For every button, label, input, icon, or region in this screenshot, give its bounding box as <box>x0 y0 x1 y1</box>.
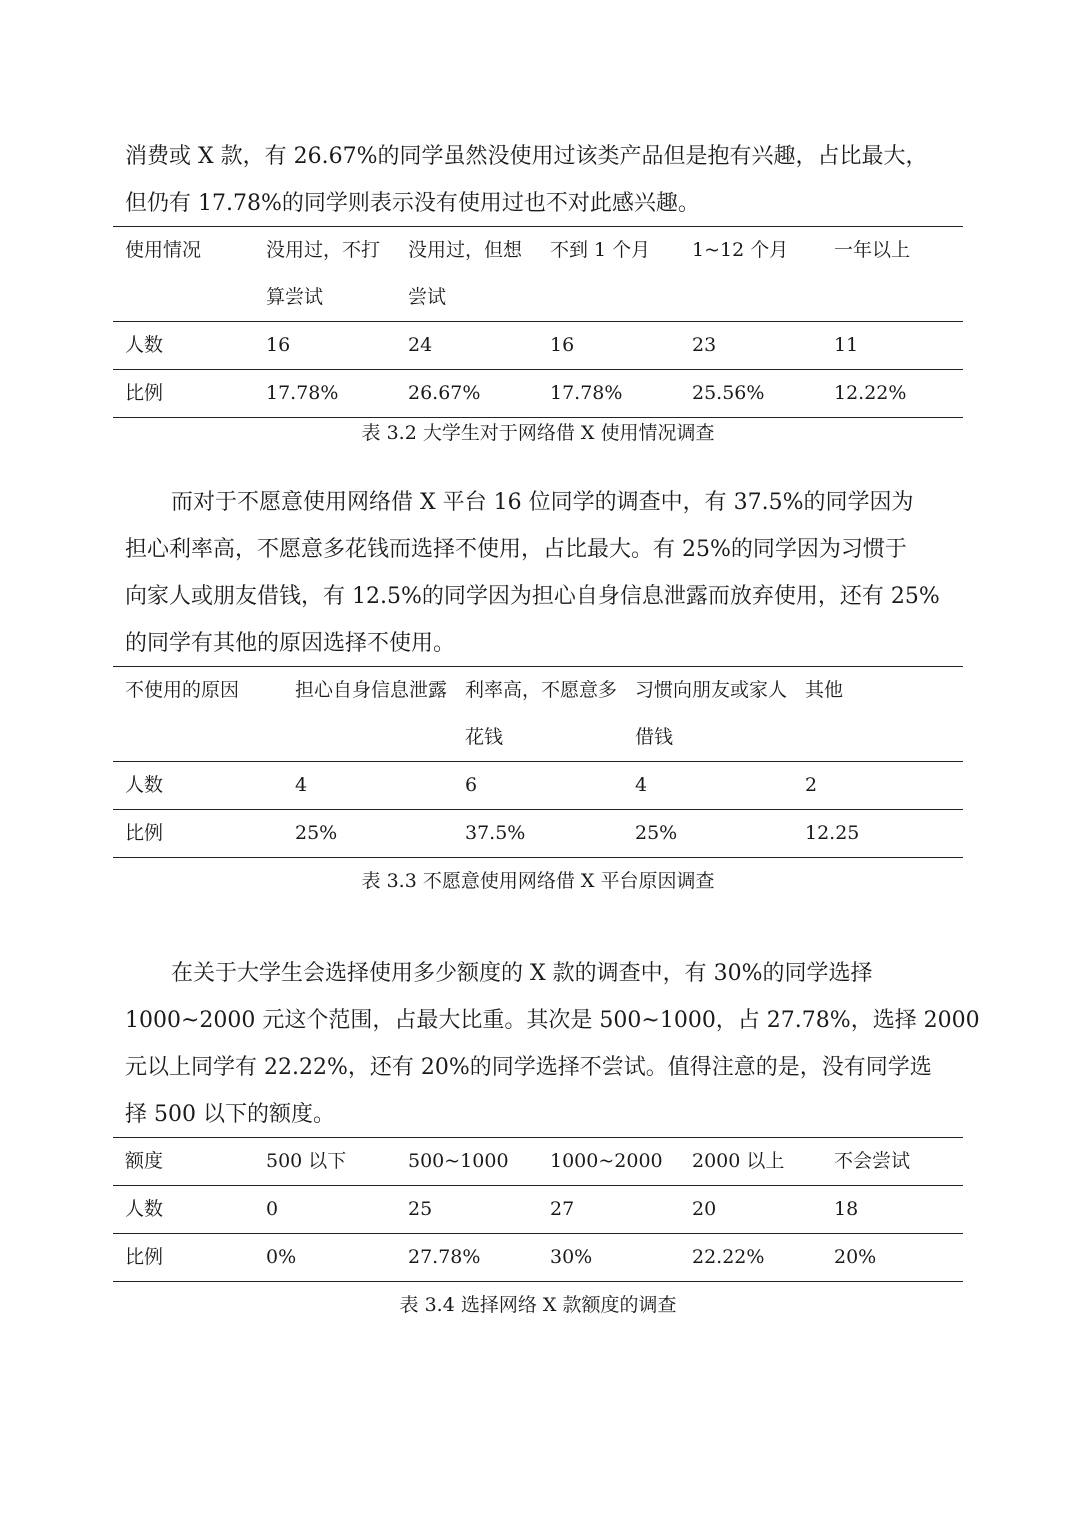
table-cell: 12.22% <box>822 370 963 418</box>
usage-table <box>113 226 963 418</box>
header-cell: 2000 以上 <box>680 1138 822 1186</box>
header-cell: 没用过，不打算尝试 <box>254 227 396 322</box>
table-cell: 30% <box>538 1234 680 1282</box>
table-cell: 2 <box>793 762 963 810</box>
paragraph-refusal-reasons <box>125 479 955 667</box>
table-cell: 37.5% <box>453 810 623 858</box>
table-row <box>113 1186 963 1234</box>
table-row <box>113 810 963 858</box>
table-row <box>113 322 963 370</box>
header-cell: 500 以下 <box>254 1138 396 1186</box>
table-cell: 4 <box>623 762 793 810</box>
table-caption: 表 3.3 不愿意使用网络借 X 平台原因调查 <box>361 870 715 892</box>
table-cell: 16 <box>538 322 680 370</box>
text-line: 消费或 X 款，有 26.67%的同学虽然没使用过该类产品但是抱有兴趣，占比最大， <box>125 144 928 169</box>
table-row <box>113 370 963 418</box>
table-cell: 18 <box>822 1186 963 1234</box>
text-line: 元以上同学有 22.22%，还有 20%的同学选择不尝试。值得注意的是，没有同学选 <box>125 1055 932 1080</box>
table-cell: 25% <box>623 810 793 858</box>
text-line: 担心利率高，不愿意多花钱而选择不使用，占比最大。有 25%的同学因为习惯于 <box>125 537 907 562</box>
table-cell: 20% <box>822 1234 963 1282</box>
table-cell: 25% <box>283 810 453 858</box>
loan-amount-table <box>113 1137 963 1282</box>
header-cell: 1000~2000 <box>538 1138 680 1186</box>
header-cell: 500~1000 <box>396 1138 538 1186</box>
text-line: 择 500 以下的额度。 <box>125 1102 335 1127</box>
header-cell: 利率高，不愿意多花钱 <box>453 667 623 762</box>
table-cell: 人数 <box>113 762 283 810</box>
text-line: 1000~2000 元这个范围，占最大比重。其次是 500~1000，占 27.78%，选择 2000 <box>125 1008 980 1033</box>
header-cell: 担心自身信息泄露 <box>283 667 453 762</box>
table-caption: 表 3.2 大学生对于网络借 X 使用情况调查 <box>361 422 715 444</box>
refusal-reason-table <box>113 666 963 858</box>
table-cell: 22.22% <box>680 1234 822 1282</box>
text-line: 但仍有 17.78%的同学则表示没有使用过也不对此感兴趣。 <box>125 191 700 216</box>
table-cell: 20 <box>680 1186 822 1234</box>
table-cell: 17.78% <box>254 370 396 418</box>
table-cell: 27 <box>538 1186 680 1234</box>
paragraph-usage-summary <box>125 133 955 227</box>
table-row <box>113 762 963 810</box>
table-cell: 6 <box>453 762 623 810</box>
table-cell: 比例 <box>113 810 283 858</box>
table-cell: 比例 <box>113 1234 254 1282</box>
text-line: 的同学有其他的原因选择不使用。 <box>125 631 456 656</box>
header-cell: 不会尝试 <box>822 1138 963 1186</box>
table-cell: 0% <box>254 1234 396 1282</box>
table-cell: 0 <box>254 1186 396 1234</box>
text-line: 在关于大学生会选择使用多少额度的 X 款的调查中，有 30%的同学选择 <box>171 961 873 986</box>
table-header-row <box>113 1138 963 1186</box>
table-cell: 23 <box>680 322 822 370</box>
table-cell: 26.67% <box>396 370 538 418</box>
table-cell: 25 <box>396 1186 538 1234</box>
table-cell: 17.78% <box>538 370 680 418</box>
table-cell: 11 <box>822 322 963 370</box>
header-cell: 其他 <box>793 667 963 762</box>
table-cell: 4 <box>283 762 453 810</box>
header-cell: 使用情况 <box>113 227 254 322</box>
table-header-row <box>113 227 963 322</box>
table-cell: 人数 <box>113 1186 254 1234</box>
table-caption: 表 3.4 选择网络 X 款额度的调查 <box>399 1294 677 1316</box>
text-line: 向家人或朋友借钱，有 12.5%的同学因为担心自身信息泄露而放弃使用，还有 25% <box>125 584 940 609</box>
header-cell: 一年以上 <box>822 227 963 322</box>
header-cell: 不到 1 个月 <box>538 227 680 322</box>
header-cell: 额度 <box>113 1138 254 1186</box>
header-cell: 没用过，但想尝试 <box>396 227 538 322</box>
table-cell: 16 <box>254 322 396 370</box>
table-cell: 25.56% <box>680 370 822 418</box>
table-cell: 12.25 <box>793 810 963 858</box>
table-row <box>113 1234 963 1282</box>
table-cell: 27.78% <box>396 1234 538 1282</box>
header-cell: 习惯向朋友或家人借钱 <box>623 667 793 762</box>
header-cell: 不使用的原因 <box>113 667 283 762</box>
header-cell: 1~12 个月 <box>680 227 822 322</box>
paragraph-loan-amount <box>125 950 980 1138</box>
table-cell: 人数 <box>113 322 254 370</box>
table-header-row <box>113 667 963 762</box>
table-cell: 比例 <box>113 370 254 418</box>
table-cell: 24 <box>396 322 538 370</box>
text-line: 而对于不愿意使用网络借 X 平台 16 位同学的调查中，有 37.5%的同学因为 <box>171 490 914 515</box>
